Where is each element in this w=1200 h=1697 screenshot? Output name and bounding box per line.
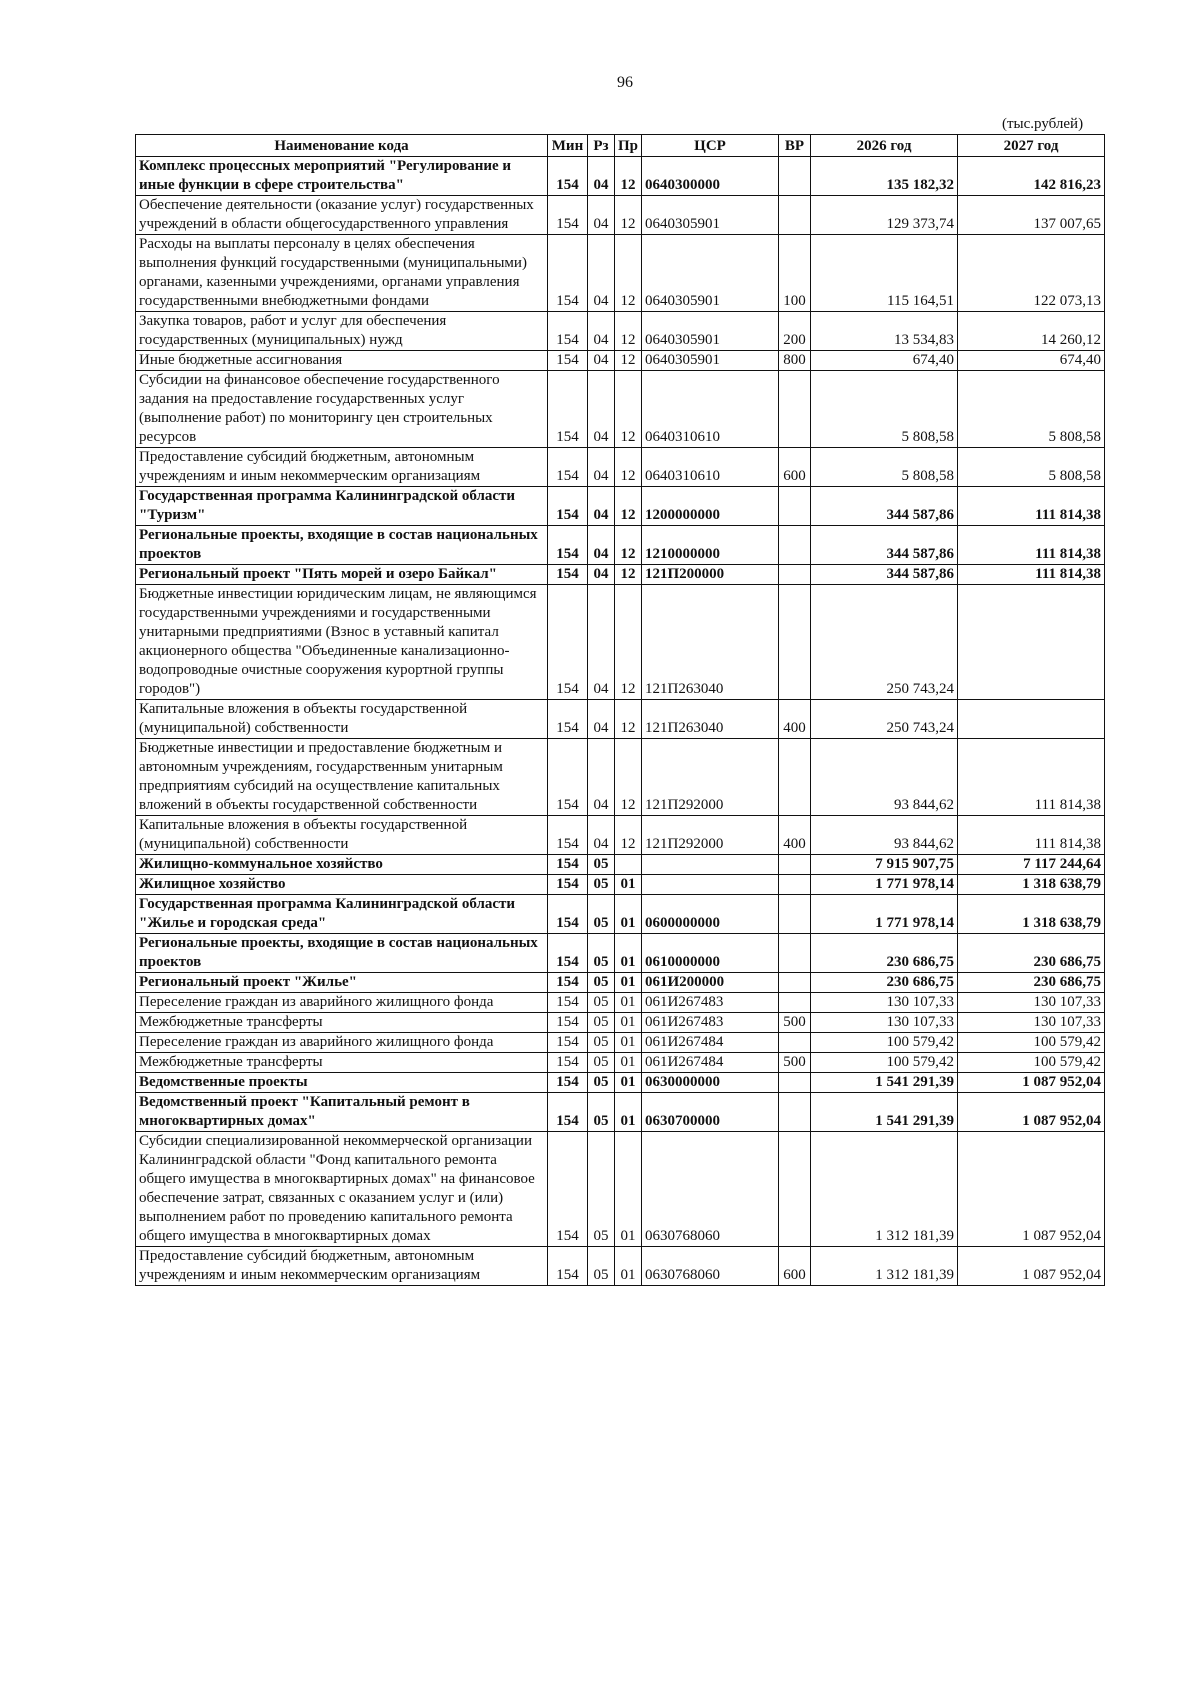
cell-csr: 0640310610: [642, 371, 779, 448]
cell-pr: 01: [615, 1073, 642, 1093]
cell-y2026: 250 743,24: [811, 585, 958, 700]
cell-name: Капитальные вложения в объекты государственной (муниципальной) собственности: [136, 700, 548, 739]
cell-min: 154: [548, 1033, 588, 1053]
cell-min: 154: [548, 855, 588, 875]
table-row: [136, 875, 1105, 895]
cell-y2026: 1 541 291,39: [811, 1073, 958, 1093]
cell-rz: 04: [588, 487, 615, 526]
cell-min: 154: [548, 1247, 588, 1286]
cell-rz: 05: [588, 1132, 615, 1247]
cell-min: 154: [548, 739, 588, 816]
cell-y2026: 250 743,24: [811, 700, 958, 739]
cell-name: Расходы на выплаты персоналу в целях обеспечения выполнения функций государственными (муниципальными) органами, казенными учреждениями, органами управления государственными внебюджетными фондами: [136, 235, 548, 312]
table-row: [136, 526, 1105, 565]
table-row: [136, 993, 1105, 1013]
cell-vr: 400: [779, 816, 811, 855]
cell-y2027: 111 814,38: [958, 816, 1105, 855]
cell-rz: 04: [588, 312, 615, 351]
cell-min: 154: [548, 1053, 588, 1073]
cell-pr: 12: [615, 351, 642, 371]
cell-pr: 12: [615, 739, 642, 816]
cell-csr: 121П292000: [642, 739, 779, 816]
table-body: [136, 157, 1105, 1286]
cell-pr: 12: [615, 816, 642, 855]
cell-min: 154: [548, 526, 588, 565]
cell-min: 154: [548, 993, 588, 1013]
table-row: [136, 312, 1105, 351]
cell-y2027: 674,40: [958, 351, 1105, 371]
cell-y2027: 1 087 952,04: [958, 1073, 1105, 1093]
cell-name: Субсидии на финансовое обеспечение государственного задания на предоставление государственных услуг (выполнение работ) по мониторингу цен строительных ресурсов: [136, 371, 548, 448]
cell-vr: [779, 1093, 811, 1132]
cell-vr: [779, 196, 811, 235]
cell-csr: 0640305901: [642, 312, 779, 351]
cell-name: Жилищно-коммунальное хозяйство: [136, 855, 548, 875]
header-row: [136, 135, 1105, 157]
table-row: [136, 895, 1105, 934]
cell-y2027: 130 107,33: [958, 1013, 1105, 1033]
cell-csr: 0630768060: [642, 1132, 779, 1247]
cell-rz: 05: [588, 875, 615, 895]
cell-rz: 04: [588, 157, 615, 196]
units-label: (тыс.рублей): [1002, 116, 1084, 132]
cell-pr: 01: [615, 1033, 642, 1053]
cell-y2027: 137 007,65: [958, 196, 1105, 235]
cell-y2026: 100 579,42: [811, 1033, 958, 1053]
cell-y2026: 100 579,42: [811, 1053, 958, 1073]
cell-csr: 0640305901: [642, 351, 779, 371]
cell-min: 154: [548, 1073, 588, 1093]
cell-vr: [779, 487, 811, 526]
cell-min: 154: [548, 973, 588, 993]
cell-min: 154: [548, 196, 588, 235]
cell-rz: 04: [588, 371, 615, 448]
cell-y2026: 674,40: [811, 351, 958, 371]
col-header-csr: ЦСР: [642, 135, 779, 157]
table-row: [136, 934, 1105, 973]
cell-rz: 04: [588, 526, 615, 565]
table-row: [136, 973, 1105, 993]
cell-vr: [779, 1033, 811, 1053]
cell-vr: 500: [779, 1013, 811, 1033]
cell-rz: 05: [588, 1073, 615, 1093]
cell-min: 154: [548, 371, 588, 448]
cell-name: Капитальные вложения в объекты государственной (муниципальной) собственности: [136, 816, 548, 855]
cell-rz: 04: [588, 235, 615, 312]
cell-vr: 600: [779, 1247, 811, 1286]
cell-csr: 1210000000: [642, 526, 779, 565]
budget-table: [135, 134, 1105, 1286]
cell-name: Государственная программа Калининградской области "Туризм": [136, 487, 548, 526]
cell-pr: 12: [615, 371, 642, 448]
cell-min: 154: [548, 816, 588, 855]
cell-y2027: 1 087 952,04: [958, 1093, 1105, 1132]
table-header: [136, 135, 1105, 157]
cell-vr: [779, 1132, 811, 1247]
cell-y2026: 93 844,62: [811, 739, 958, 816]
cell-pr: 01: [615, 1247, 642, 1286]
cell-pr: 12: [615, 157, 642, 196]
cell-csr: 061И267484: [642, 1033, 779, 1053]
cell-y2026: 1 771 978,14: [811, 875, 958, 895]
cell-vr: 400: [779, 700, 811, 739]
cell-name: Комплекс процессных мероприятий "Регулирование и иные функции в сфере строительства": [136, 157, 548, 196]
cell-pr: 12: [615, 585, 642, 700]
cell-pr: 01: [615, 875, 642, 895]
col-header-pr: Пр: [615, 135, 642, 157]
cell-vr: [779, 585, 811, 700]
cell-min: 154: [548, 585, 588, 700]
cell-vr: 600: [779, 448, 811, 487]
cell-csr: 0640305901: [642, 235, 779, 312]
cell-min: 154: [548, 448, 588, 487]
cell-pr: 01: [615, 934, 642, 973]
cell-y2026: 130 107,33: [811, 1013, 958, 1033]
cell-vr: [779, 565, 811, 585]
cell-y2027: 1 318 638,79: [958, 895, 1105, 934]
cell-name: Закупка товаров, работ и услуг для обеспечения государственных (муниципальных) нужд: [136, 312, 548, 351]
col-header-min: Мин: [548, 135, 588, 157]
cell-y2027: 14 260,12: [958, 312, 1105, 351]
table-row: [136, 739, 1105, 816]
cell-vr: [779, 855, 811, 875]
cell-pr: 12: [615, 700, 642, 739]
cell-csr: 061И267484: [642, 1053, 779, 1073]
cell-pr: 01: [615, 973, 642, 993]
cell-csr: 0610000000: [642, 934, 779, 973]
cell-rz: 04: [588, 700, 615, 739]
cell-min: 154: [548, 700, 588, 739]
cell-rz: 04: [588, 565, 615, 585]
table-row: [136, 1247, 1105, 1286]
cell-name: Переселение граждан из аварийного жилищного фонда: [136, 1033, 548, 1053]
cell-pr: 12: [615, 448, 642, 487]
col-header-rz: Рз: [588, 135, 615, 157]
cell-rz: 05: [588, 1247, 615, 1286]
cell-y2027: 122 073,13: [958, 235, 1105, 312]
cell-csr: 121П292000: [642, 816, 779, 855]
cell-min: 154: [548, 1013, 588, 1033]
cell-name: Предоставление субсидий бюджетным, автономным учреждениям и иным некоммерческим организациям: [136, 1247, 548, 1286]
cell-name: Ведомственные проекты: [136, 1073, 548, 1093]
table-row: [136, 351, 1105, 371]
cell-y2026: 129 373,74: [811, 196, 958, 235]
cell-y2026: 1 312 181,39: [811, 1132, 958, 1247]
cell-rz: 04: [588, 448, 615, 487]
cell-csr: 061И200000: [642, 973, 779, 993]
cell-rz: 04: [588, 739, 615, 816]
cell-rz: 04: [588, 196, 615, 235]
cell-pr: 12: [615, 235, 642, 312]
table-row: [136, 1073, 1105, 1093]
cell-min: 154: [548, 312, 588, 351]
cell-csr: [642, 875, 779, 895]
cell-pr: 12: [615, 565, 642, 585]
cell-pr: [615, 855, 642, 875]
cell-y2026: 115 164,51: [811, 235, 958, 312]
cell-y2027: 142 816,23: [958, 157, 1105, 196]
cell-y2026: 230 686,75: [811, 934, 958, 973]
cell-rz: 05: [588, 895, 615, 934]
cell-min: 154: [548, 565, 588, 585]
cell-name: Региональный проект "Пять морей и озеро Байкал": [136, 565, 548, 585]
cell-name: Предоставление субсидий бюджетным, автономным учреждениям и иным некоммерческим организациям: [136, 448, 548, 487]
cell-pr: 12: [615, 526, 642, 565]
cell-min: 154: [548, 1093, 588, 1132]
cell-y2027: 100 579,42: [958, 1033, 1105, 1053]
cell-csr: 0630700000: [642, 1093, 779, 1132]
cell-vr: [779, 875, 811, 895]
cell-rz: 05: [588, 1033, 615, 1053]
cell-pr: 12: [615, 196, 642, 235]
cell-y2027: 130 107,33: [958, 993, 1105, 1013]
cell-name: Субсидии специализированной некоммерческой организации Калининградской области "Фонд капитального ремонта общего имущества в многоквартирных домах" на финансовое обеспечение затрат, связанных с оказанием услуг и (или) выполнением работ по проведению капитального ремонта общего имущества в многоквартирных домах: [136, 1132, 548, 1247]
cell-vr: [779, 973, 811, 993]
cell-csr: 121П200000: [642, 565, 779, 585]
cell-csr: 0640305901: [642, 196, 779, 235]
cell-y2026: 5 808,58: [811, 448, 958, 487]
cell-csr: 121П263040: [642, 700, 779, 739]
cell-name: Иные бюджетные ассигнования: [136, 351, 548, 371]
table-row: [136, 157, 1105, 196]
page-number: 96: [617, 74, 633, 91]
cell-csr: 061И267483: [642, 1013, 779, 1033]
col-header-2027: 2027 год: [958, 135, 1105, 157]
cell-rz: 05: [588, 1053, 615, 1073]
cell-vr: [779, 895, 811, 934]
cell-y2026: 230 686,75: [811, 973, 958, 993]
cell-name: Обеспечение деятельности (оказание услуг) государственных учреждений в области общегосударственного управления: [136, 196, 548, 235]
table-row: [136, 1093, 1105, 1132]
cell-vr: [779, 739, 811, 816]
cell-pr: 12: [615, 312, 642, 351]
cell-y2026: 5 808,58: [811, 371, 958, 448]
cell-min: 154: [548, 487, 588, 526]
table-row: [136, 371, 1105, 448]
cell-y2026: 1 771 978,14: [811, 895, 958, 934]
cell-vr: 100: [779, 235, 811, 312]
table-row: [136, 196, 1105, 235]
cell-csr: [642, 855, 779, 875]
cell-name: Межбюджетные трансферты: [136, 1013, 548, 1033]
cell-y2026: 344 587,86: [811, 565, 958, 585]
cell-min: 154: [548, 934, 588, 973]
cell-y2027: 100 579,42: [958, 1053, 1105, 1073]
table-row: [136, 816, 1105, 855]
cell-y2027: 5 808,58: [958, 371, 1105, 448]
cell-min: 154: [548, 875, 588, 895]
cell-pr: 01: [615, 993, 642, 1013]
cell-rz: 05: [588, 855, 615, 875]
cell-y2026: 130 107,33: [811, 993, 958, 1013]
cell-vr: [779, 157, 811, 196]
cell-vr: [779, 1073, 811, 1093]
cell-y2027: 1 318 638,79: [958, 875, 1105, 895]
table-row: [136, 1033, 1105, 1053]
cell-name: Ведомственный проект "Капитальный ремонт в многоквартирных домах": [136, 1093, 548, 1132]
cell-y2026: 344 587,86: [811, 487, 958, 526]
cell-y2026: 344 587,86: [811, 526, 958, 565]
cell-csr: 0630000000: [642, 1073, 779, 1093]
cell-csr: 0600000000: [642, 895, 779, 934]
cell-vr: [779, 993, 811, 1013]
cell-pr: 12: [615, 487, 642, 526]
cell-rz: 05: [588, 993, 615, 1013]
cell-min: 154: [548, 895, 588, 934]
table-row: [136, 448, 1105, 487]
cell-y2027: 1 087 952,04: [958, 1132, 1105, 1247]
cell-csr: 0640300000: [642, 157, 779, 196]
table-row: [136, 487, 1105, 526]
cell-rz: 05: [588, 973, 615, 993]
cell-vr: 800: [779, 351, 811, 371]
cell-min: 154: [548, 1132, 588, 1247]
cell-min: 154: [548, 157, 588, 196]
cell-y2026: 13 534,83: [811, 312, 958, 351]
cell-name: Жилищное хозяйство: [136, 875, 548, 895]
cell-pr: 01: [615, 1132, 642, 1247]
cell-min: 154: [548, 351, 588, 371]
table-row: [136, 855, 1105, 875]
cell-rz: 04: [588, 351, 615, 371]
cell-vr: [779, 371, 811, 448]
cell-y2027: 111 814,38: [958, 487, 1105, 526]
cell-y2027: 7 117 244,64: [958, 855, 1105, 875]
col-header-vr: ВР: [779, 135, 811, 157]
table-row: [136, 565, 1105, 585]
cell-vr: 200: [779, 312, 811, 351]
cell-csr: 0640310610: [642, 448, 779, 487]
cell-pr: 01: [615, 1093, 642, 1132]
cell-name: Бюджетные инвестиции и предоставление бюджетным и автономным учреждениям, государственным унитарным предприятиям субсидий на осуществление капитальных вложений в объекты государственной собственности: [136, 739, 548, 816]
cell-name: Бюджетные инвестиции юридическим лицам, не являющимся государственными учреждениями и государственными унитарными предприятиями (Взнос в уставный капитал акционерного общества "Объединенные канализационно-водопроводные очистные сооружения курортной группы городов"): [136, 585, 548, 700]
cell-rz: 05: [588, 1093, 615, 1132]
cell-y2027: 230 686,75: [958, 934, 1105, 973]
cell-pr: 01: [615, 895, 642, 934]
table-row: [136, 235, 1105, 312]
cell-y2026: 1 312 181,39: [811, 1247, 958, 1286]
cell-rz: 05: [588, 934, 615, 973]
cell-y2027: 111 814,38: [958, 565, 1105, 585]
cell-csr: 061И267483: [642, 993, 779, 1013]
cell-y2026: 1 541 291,39: [811, 1093, 958, 1132]
table-row: [136, 585, 1105, 700]
cell-name: Региональные проекты, входящие в состав национальных проектов: [136, 934, 548, 973]
table-row: [136, 1132, 1105, 1247]
cell-name: Региональный проект "Жилье": [136, 973, 548, 993]
cell-vr: [779, 934, 811, 973]
cell-y2027: 5 808,58: [958, 448, 1105, 487]
cell-csr: 1200000000: [642, 487, 779, 526]
cell-y2027: 111 814,38: [958, 526, 1105, 565]
cell-rz: 05: [588, 1013, 615, 1033]
cell-csr: 121П263040: [642, 585, 779, 700]
cell-y2027: 230 686,75: [958, 973, 1105, 993]
cell-y2027: 1 087 952,04: [958, 1247, 1105, 1286]
cell-y2027: [958, 700, 1105, 739]
cell-name: Переселение граждан из аварийного жилищного фонда: [136, 993, 548, 1013]
cell-y2026: 7 915 907,75: [811, 855, 958, 875]
cell-name: Государственная программа Калининградской области "Жилье и городская среда": [136, 895, 548, 934]
table-row: [136, 700, 1105, 739]
cell-rz: 04: [588, 816, 615, 855]
cell-y2026: 93 844,62: [811, 816, 958, 855]
cell-y2027: [958, 585, 1105, 700]
cell-pr: 01: [615, 1013, 642, 1033]
cell-name: Межбюджетные трансферты: [136, 1053, 548, 1073]
col-header-name: Наименование кода: [136, 135, 548, 157]
cell-min: 154: [548, 235, 588, 312]
cell-y2026: 135 182,32: [811, 157, 958, 196]
col-header-2026: 2026 год: [811, 135, 958, 157]
cell-name: Региональные проекты, входящие в состав национальных проектов: [136, 526, 548, 565]
cell-vr: 500: [779, 1053, 811, 1073]
table-row: [136, 1013, 1105, 1033]
cell-csr: 0630768060: [642, 1247, 779, 1286]
cell-pr: 01: [615, 1053, 642, 1073]
cell-vr: [779, 526, 811, 565]
table-row: [136, 1053, 1105, 1073]
cell-y2027: 111 814,38: [958, 739, 1105, 816]
cell-rz: 04: [588, 585, 615, 700]
